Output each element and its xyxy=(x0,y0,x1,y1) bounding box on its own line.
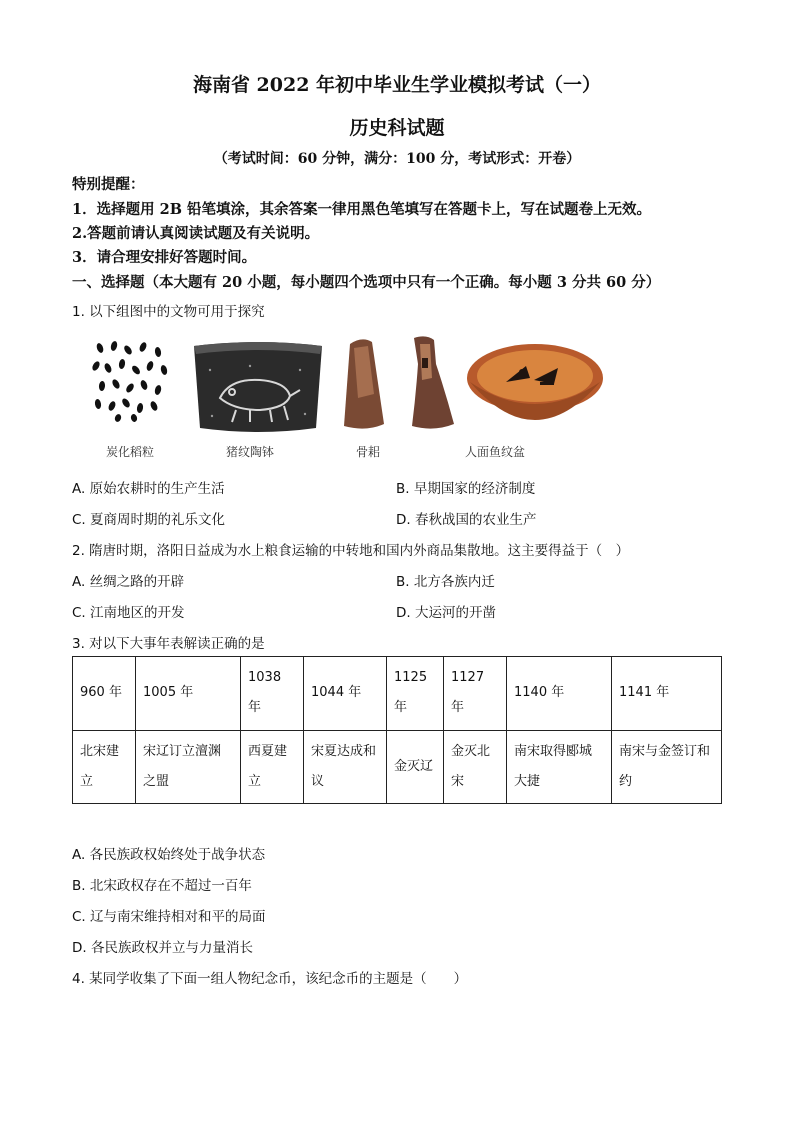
fish-pattern-basin-image xyxy=(464,338,606,438)
q1-option-d[interactable]: D. 春秋战国的农业生产 xyxy=(396,512,537,528)
year-cell: 1127 年 xyxy=(444,657,507,731)
pig-pattern-bowl-image xyxy=(190,340,326,436)
q1-stem: 1. 以下组图中的文物可用于探究 xyxy=(72,304,265,320)
notice-heading: 特别提醒： xyxy=(72,176,145,193)
event-cell: 金灭北宋 xyxy=(444,730,507,804)
event-cell: 宋夏达成和议 xyxy=(304,730,387,804)
exam-title: 海南省 2022 年初中毕业生学业模拟考试（一） xyxy=(192,74,602,96)
year-cell: 1141 年 xyxy=(612,657,722,731)
event-cell: 南宋取得郾城大捷 xyxy=(507,730,612,804)
timeline-year-row xyxy=(73,657,722,731)
q1-option-a[interactable]: A. 原始农耕时的生产生活 xyxy=(72,481,225,497)
q2-option-d[interactable]: D. 大运河的开凿 xyxy=(396,605,496,621)
event-cell: 南宋与金签订和约 xyxy=(612,730,722,804)
q3-option-d[interactable]: D. 各民族政权并立与力量消长 xyxy=(72,940,253,956)
caption-fish-basin: 人面鱼纹盆 xyxy=(464,445,525,459)
bone-spade-image xyxy=(336,334,464,432)
q3-option-b[interactable]: B. 北宋政权存在不超过一百年 xyxy=(72,878,252,894)
year-cell: 1125 年 xyxy=(387,657,444,731)
q3-option-c[interactable]: C. 辽与南宋维持相对和平的局面 xyxy=(72,909,266,925)
q1-option-b[interactable]: B. 早期国家的经济制度 xyxy=(396,481,536,497)
exam-subtitle: 历史科试题 xyxy=(349,117,445,139)
event-cell: 金灭辽 xyxy=(387,730,444,804)
caption-bone-spade: 骨耜 xyxy=(355,445,380,459)
caption-pig-pattern-bowl: 猪纹陶钵 xyxy=(225,445,274,459)
q3-stem: 3. 对以下大事年表解读正确的是 xyxy=(72,636,265,652)
q2-option-a[interactable]: A. 丝绸之路的开辟 xyxy=(72,574,185,590)
year-cell: 1140 年 xyxy=(507,657,612,731)
event-cell: 宋辽订立澶渊之盟 xyxy=(136,730,241,804)
timeline-table xyxy=(72,656,722,804)
event-cell: 北宋建立 xyxy=(73,730,136,804)
section-heading: 一、选择题（本大题有 20 小题，每小题四个选项中只有一个正确。每小题 3 分共 60 分） xyxy=(72,274,661,291)
q2-stem: 2. 隋唐时期，洛阳日益成为水上粮食运输的中转地和国内外商品集散地。这主要得益于（ ） xyxy=(72,543,630,559)
year-cell: 1038 年 xyxy=(241,657,304,731)
timeline-event-row xyxy=(73,730,722,804)
carbonized-rice-image xyxy=(88,338,172,422)
caption-carbonized-rice: 炭化稻粒 xyxy=(105,445,154,459)
notice-item-1: 1．选择题用 2B 铅笔填涂，其余答案一律用黑色笔填写在答题卡上，写在试题卷上无效。 xyxy=(72,201,652,218)
exam-info: （考试时间：60 分钟，满分：100 分，考试形式：开卷） xyxy=(213,151,581,167)
q2-option-c[interactable]: C. 江南地区的开发 xyxy=(72,605,185,621)
q3-option-a[interactable]: A. 各民族政权始终处于战争状态 xyxy=(72,847,266,863)
event-cell: 西夏建立 xyxy=(241,730,304,804)
year-cell: 1005 年 xyxy=(136,657,241,731)
q4-stem: 4. 某同学收集了下面一组人物纪念币，该纪念币的主题是（ ） xyxy=(72,971,468,987)
q2-option-b[interactable]: B. 北方各族内迁 xyxy=(396,574,495,590)
notice-item-3: 3．请合理安排好答题时间。 xyxy=(72,249,257,266)
year-cell: 1044 年 xyxy=(304,657,387,731)
q1-option-c[interactable]: C. 夏商周时期的礼乐文化 xyxy=(72,512,226,528)
notice-item-2: 2.答题前请认真阅读试题及有关说明。 xyxy=(72,225,320,242)
year-cell: 960 年 xyxy=(73,657,136,731)
